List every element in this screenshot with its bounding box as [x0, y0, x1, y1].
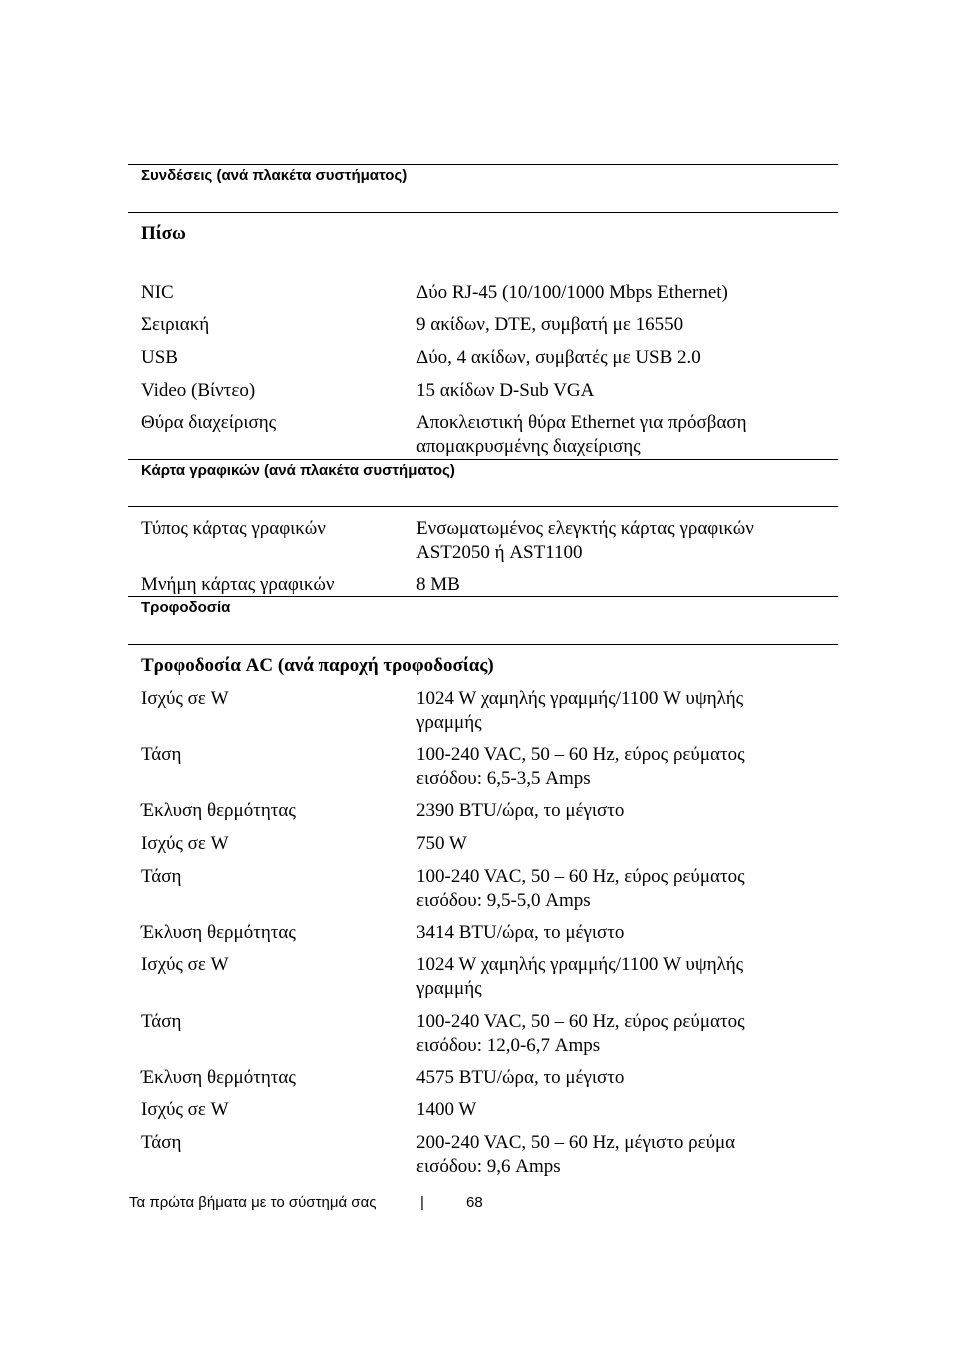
spec-label: Έκλυση θερμότητας: [141, 800, 296, 821]
spec-label: Ισχύς σε W: [141, 688, 229, 709]
spec-label: NIC: [141, 282, 174, 303]
spec-label: Τάση: [141, 866, 182, 887]
spec-label: Ισχύς σε W: [141, 833, 229, 854]
spec-label: Τάση: [141, 744, 182, 765]
spec-label: Έκλυση θερμότητας: [141, 1067, 296, 1088]
spec-label: Video (Βίντεο): [141, 380, 256, 401]
subsection-title-rear: Πίσω: [141, 223, 186, 244]
spec-value: 8 MB: [416, 574, 460, 595]
section-header-rule: [128, 506, 838, 507]
section-top-rule: [128, 164, 838, 165]
page-number: 68: [466, 1194, 483, 1211]
spec-label: USB: [141, 347, 178, 368]
spec-label: Τύπος κάρτας γραφικών: [141, 518, 326, 539]
spec-value: 15 ακίδων D-Sub VGA: [416, 380, 595, 401]
section-top-rule: [128, 596, 838, 597]
section-header-rule: [128, 212, 838, 213]
spec-value: 1024 W χαμηλής γραμμής/1100 W υψηλής γραμμής: [416, 954, 744, 999]
spec-value: 100-240 VAC, 50 – 60 Hz, εύρος ρεύματος εισόδου: 9,5-5,0 Amps: [416, 866, 745, 911]
spec-value: 2390 BTU/ώρα, το μέγιστο: [416, 800, 625, 821]
spec-value: Δύο RJ-45 (10/100/1000 Mbps Ethernet): [416, 282, 728, 303]
spec-value: Αποκλειστική θύρα Ethernet για πρόσβαση απομακρυσμένης διαχείρισης: [416, 412, 747, 457]
spec-label: Έκλυση θερμότητας: [141, 922, 296, 943]
spec-value: 9 ακίδων, DTE, συμβατή με 16550: [416, 314, 684, 335]
spec-label: Τάση: [141, 1011, 182, 1032]
spec-value: 100-240 VAC, 50 – 60 Hz, εύρος ρεύματος εισόδου: 6,5-3,5 Amps: [416, 744, 745, 789]
section-title-connections: Συνδέσεις (ανά πλακέτα συστήματος): [141, 167, 408, 184]
spec-label: Ισχύς σε W: [141, 1099, 229, 1120]
spec-value: 750 W: [416, 833, 467, 854]
section-top-rule: [128, 459, 838, 460]
spec-value: 100-240 VAC, 50 – 60 Hz, εύρος ρεύματος εισόδου: 12,0-6,7 Amps: [416, 1011, 745, 1056]
footer-text: Τα πρώτα βήματα με το σύστημά σας: [129, 1194, 377, 1211]
spec-value: 4575 BTU/ώρα, το μέγιστο: [416, 1067, 625, 1088]
spec-value: 1024 W χαμηλής γραμμής/1100 W υψηλής γραμμής: [416, 688, 744, 733]
section-title-video: Κάρτα γραφικών (ανά πλακέτα συστήματος): [141, 462, 455, 479]
spec-label: Ισχύς σε W: [141, 954, 229, 975]
section-header-rule: [128, 644, 838, 645]
spec-value: 3414 BTU/ώρα, το μέγιστο: [416, 922, 625, 943]
section-title-power: Τροφοδοσία: [141, 599, 231, 616]
spec-value: Ενσωματωμένος ελεγκτής κάρτας γραφικών AST2050 ή AST1100: [416, 518, 754, 563]
spec-label: Μνήμη κάρτας γραφικών: [141, 574, 335, 595]
spec-value: 200-240 VAC, 50 – 60 Hz, μέγιστο ρεύμα εισόδου: 9,6 Amps: [416, 1132, 736, 1177]
spec-label: Τάση: [141, 1132, 182, 1153]
spec-value: 1400 W: [416, 1099, 477, 1120]
footer-separator: |: [420, 1194, 424, 1211]
spec-label: Σειριακή: [141, 314, 210, 335]
spec-label: Θύρα διαχείρισης: [141, 412, 277, 433]
subsection-title-ac-power: Τροφοδοσία AC (ανά παροχή τροφοδοσίας): [141, 655, 494, 676]
spec-value: Δύο, 4 ακίδων, συμβατές με USB 2.0: [416, 347, 701, 368]
